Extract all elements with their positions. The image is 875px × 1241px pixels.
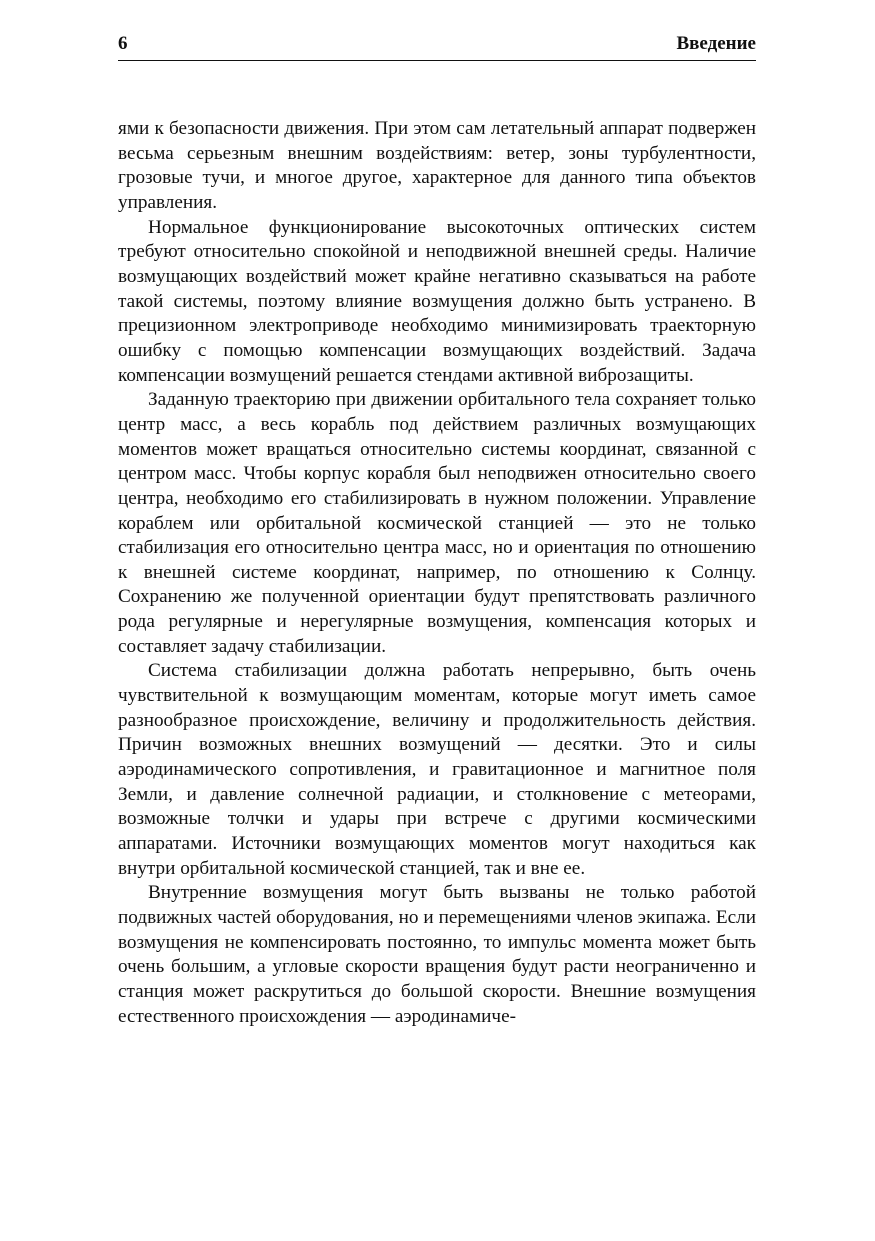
paragraph: ями к безопасности движения. При этом сам летательный аппарат подвержен весьма серьезным внешним воздействиям: ветер, зоны турбулентности, грозовые тучи, и многое другое, характерное для данного типа объектов управления. [118, 118, 756, 213]
paragraph: Нормальное функционирование высокоточных оптических систем требуют относительно спокойной и неподвижной внешней среды. Наличие возмущающих воздействий может крайне негативно сказываться на работе такой системы, поэтому влияние возмущения должно быть устранено. В прецизионном электроприводе необходимо минимизировать траекторную ошибку с помощью компенсации возмущающих воздействий. Задача компенсации возмущений решается стендами активной виброзащиты. [118, 216, 756, 386]
page-number: 6 [118, 33, 128, 54]
paragraph: Внутренние возмущения могут быть вызваны не только работой подвижных частей оборудования, но и перемещениями членов экипажа. Если возмущения не компенсировать постоянно, то импульс момента может быть очень большим, а угловые скорости вращения будут расти неограниченно и станция может раскрутиться до большой скорости. Внешние возмущения естественного происхождения — аэродинамиче- [118, 882, 756, 1027]
body-text [118, 117, 756, 1029]
paragraph: Заданную траекторию при движении орбитального тела сохраняет только центр масс, а весь корабль под действием различных возмущающих моментов может вращаться относительно системы координат, связанной с центром масс. Чтобы корпус корабля был неподвижен относительно своего центра, необходимо его стабилизировать в нужном положении. Управление кораблем или орбитальной космической станцией — это не только стабилизация его относительно центра масс, но и ориентация по отношению к внешней системе координат, например, по отношению к Солнцу. Сохранению же полученной ориентации будут препятствовать различного рода регулярные и нерегулярные возмущения, компенсация которых и составляет задачу стабилизации. [118, 389, 756, 657]
section-title: Введение [676, 33, 756, 54]
paragraph: Система стабилизации должна работать непрерывно, быть очень чувствительной к возмущающим моментам, которые могут иметь самое разнообразное происхождение, величину и продолжительность действия. Причин возможных внешних возмущений — десятки. Это и силы аэродинамического сопротивления, и гравитационное и магнитное поля Земли, и давление солнечной радиации, и столкновение с метеорами, возможные толчки и удары при встрече с другими космическими аппаратами. Источники возмущающих моментов могут находиться как внутри орбитальной космической станцией, так и вне ее. [118, 660, 756, 879]
running-head [118, 30, 756, 61]
book-page [118, 30, 756, 1029]
